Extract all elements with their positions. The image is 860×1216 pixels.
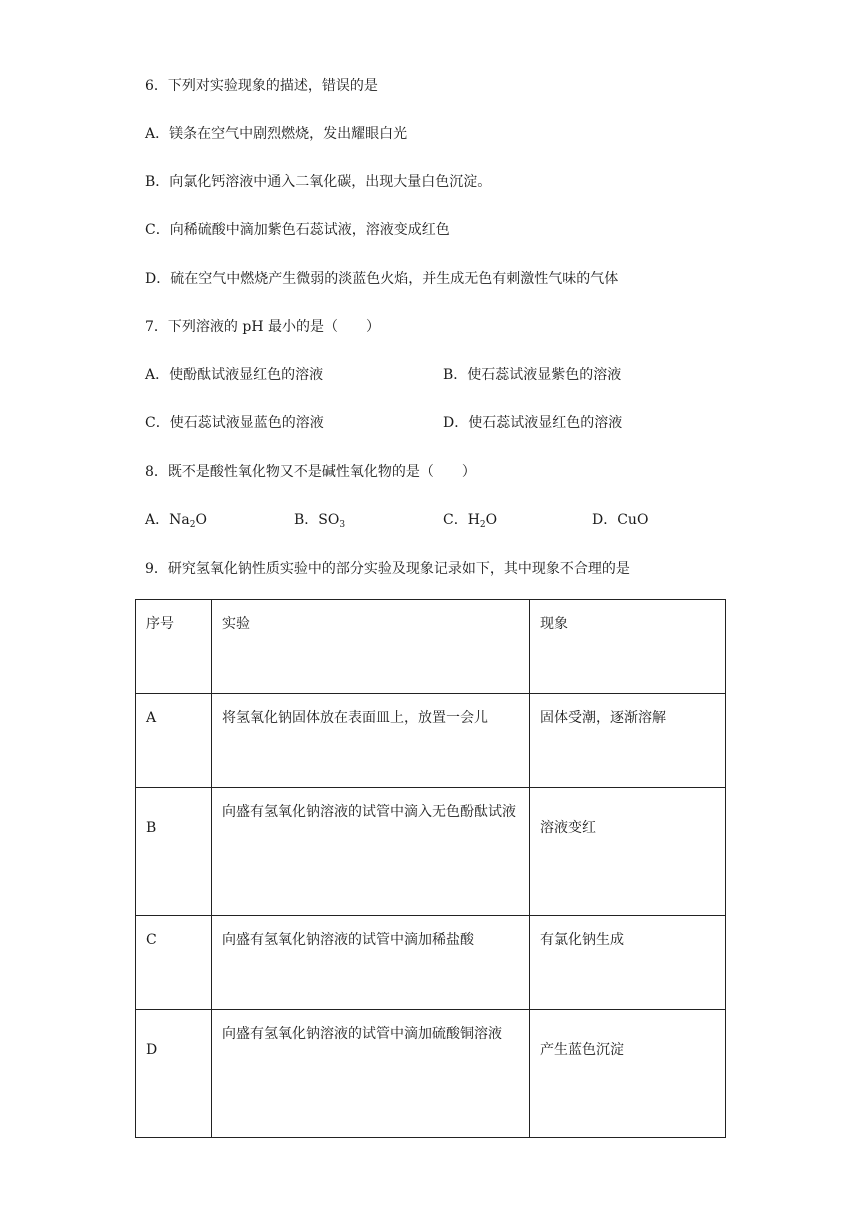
- q6-option-a: A．镁条在空气中剧烈燃烧，发出耀眼白光: [145, 126, 408, 142]
- q8-option-a: A．$Na_2O$: [145, 512, 207, 530]
- row-id: C: [136, 916, 212, 1010]
- q6-option-b: B．向氯化钙溶液中通入二氧化碳，出现大量白色沉淀。: [145, 174, 492, 190]
- q7-option-c: C．使石蕊试液显蓝色的溶液: [145, 415, 324, 431]
- q7-option-a: A．使酚酞试液显红色的溶液: [145, 367, 324, 383]
- header-cell-index: 序号: [136, 600, 212, 694]
- q8-option-b: B．$SO_3$: [294, 512, 346, 530]
- q7-option-d: D．使石蕊试液显红色的溶液: [443, 415, 623, 431]
- table-row: [136, 694, 726, 788]
- table-row: [136, 788, 726, 916]
- row-phenomenon: 固体受潮，逐渐溶解: [530, 694, 726, 788]
- row-experiment: 向盛有氢氧化钠溶液的试管中滴加硫酸铜溶液: [212, 1010, 530, 1138]
- row-experiment: 向盛有氢氧化钠溶液的试管中滴加稀盐酸: [212, 916, 530, 1010]
- row-experiment: 向盛有氢氧化钠溶液的试管中滴入无色酚酞试液: [212, 788, 530, 916]
- q8-option-d: D．CuO: [592, 512, 649, 528]
- header-cell-phenomenon: 现象: [530, 600, 726, 694]
- q6-option-d: D．硫在空气中燃烧产生微弱的淡蓝色火焰，并生成无色有刺激性气味的气体: [145, 271, 619, 287]
- experiment-table: [135, 599, 726, 1138]
- row-id: B: [136, 788, 212, 916]
- q8-option-c: C．$H_2O$: [443, 512, 498, 530]
- table-row: [136, 1010, 726, 1138]
- row-phenomenon: 溶液变红: [530, 788, 726, 916]
- q8-stem: 8．既不是酸性氧化物又不是碱性氧化物的是（ ）: [145, 464, 476, 480]
- q7-option-b: B．使石蕊试液显紫色的溶液: [443, 367, 622, 383]
- row-id: A: [136, 694, 212, 788]
- row-experiment: 将氢氧化钠固体放在表面皿上，放置一会儿: [212, 694, 530, 788]
- header-cell-experiment: 实验: [212, 600, 530, 694]
- row-phenomenon: 有氯化钠生成: [530, 916, 726, 1010]
- table-header-row: [136, 600, 726, 694]
- q6-option-c: C．向稀硫酸中滴加紫色石蕊试液，溶液变成红色: [145, 222, 450, 238]
- q9-stem: 9．研究氢氧化钠性质实验中的部分实验及现象记录如下，其中现象不合理的是: [145, 561, 630, 577]
- q6-stem: 6．下列对实验现象的描述，错误的是: [145, 78, 378, 94]
- q7-stem: 7．下列溶液的 pH 最小的是（ ）: [145, 319, 380, 335]
- table-row: [136, 916, 726, 1010]
- row-id: D: [136, 1010, 212, 1138]
- row-phenomenon: 产生蓝色沉淀: [530, 1010, 726, 1138]
